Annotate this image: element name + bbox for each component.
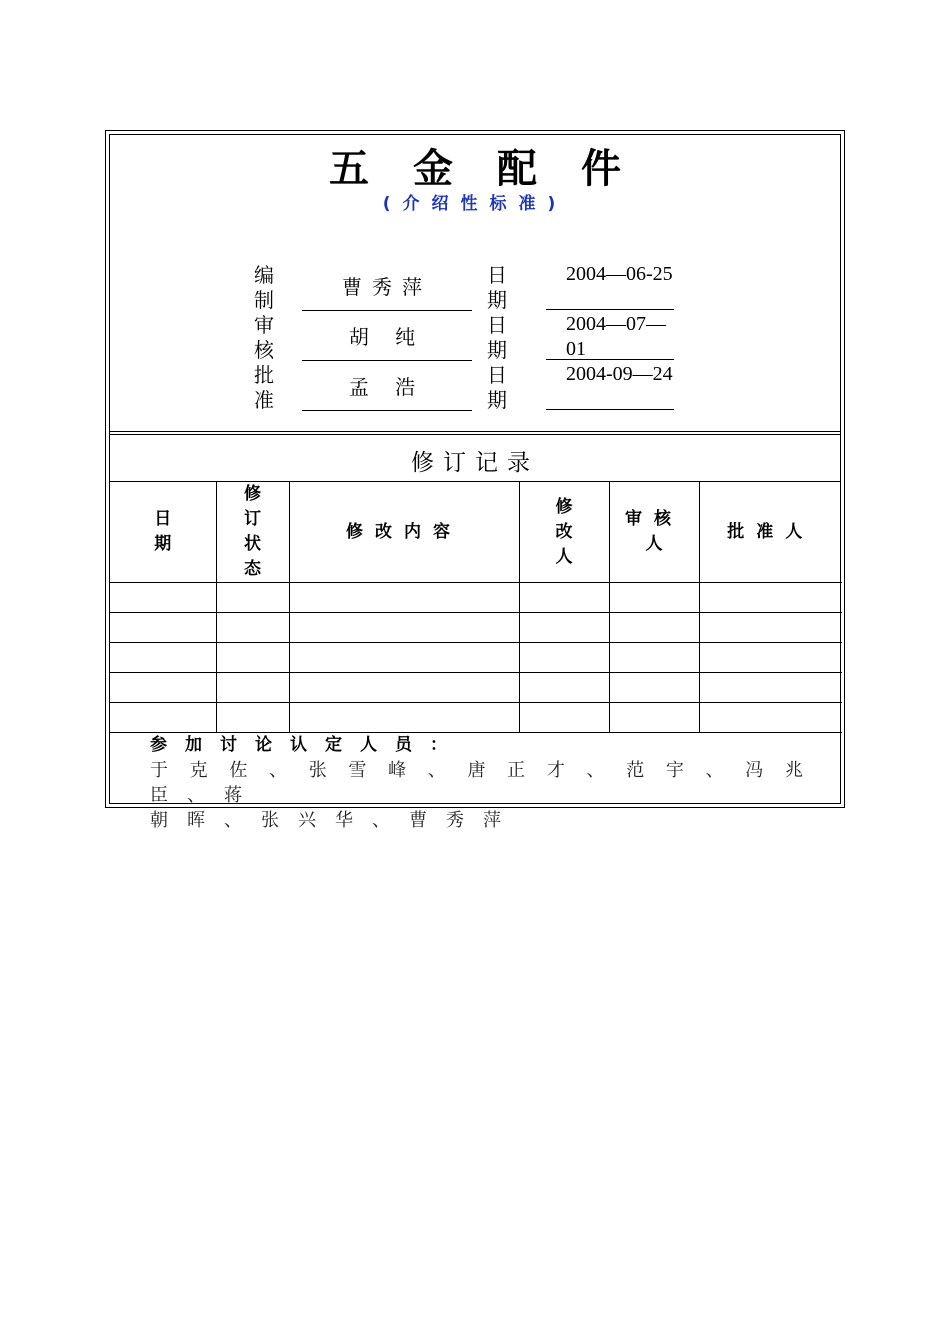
document-subtitle: (介绍性标准)	[382, 194, 568, 214]
approval-date: 2004—07—01	[546, 312, 674, 360]
participants-label: 参加讨论认定人员：	[150, 735, 465, 755]
approval-row-review	[246, 311, 686, 361]
document-title	[110, 139, 840, 191]
header-date: 日 期	[110, 482, 216, 583]
document-frame	[105, 130, 845, 831]
title-char: 金	[413, 145, 453, 192]
document-inner-frame	[109, 134, 841, 831]
participants-block	[150, 733, 822, 833]
approval-row-compile	[246, 261, 686, 311]
title-char: 配	[497, 145, 537, 192]
participants-names-line1: 于克佐、张雪峰、唐正才、范宇、冯兆臣、蒋	[150, 760, 822, 806]
approval-name: 孟 浩	[302, 361, 472, 411]
approval-label: 编 制	[254, 263, 274, 312]
section-divider	[110, 434, 840, 435]
approval-name: 胡 纯	[302, 311, 472, 361]
title-char: 五	[329, 145, 369, 192]
header-approver: 批准人	[699, 482, 842, 583]
participants-names-line2: 朝晖、张兴华、曹秀萍	[150, 810, 520, 831]
approval-label: 审 核	[254, 313, 274, 362]
revision-table	[110, 482, 842, 733]
approval-date: 2004—06-25	[546, 262, 674, 310]
approval-date-label: 日 期	[487, 263, 507, 312]
title-char: 件	[581, 145, 621, 192]
table-row	[110, 583, 842, 613]
table-row	[110, 613, 842, 643]
header-reviewer: 审核 人	[609, 482, 699, 583]
revision-record-title: 修订记录	[411, 449, 539, 476]
table-row	[110, 673, 842, 703]
header-content: 修改内容	[289, 482, 519, 583]
header-revision-status: 修 订 状 态	[216, 482, 289, 583]
approval-row-approve	[246, 361, 686, 411]
approval-date-label: 日 期	[487, 363, 507, 412]
section-divider	[110, 431, 840, 432]
approval-label: 批 准	[254, 363, 274, 412]
approval-block	[246, 261, 686, 415]
approval-date: 2004-09—24	[546, 362, 674, 410]
header-modifier: 修 改 人	[519, 482, 609, 583]
table-row	[110, 703, 842, 733]
table-row	[110, 643, 842, 673]
revision-header-row	[110, 482, 842, 583]
approval-date-label: 日 期	[487, 313, 507, 362]
approval-name: 曹秀萍	[302, 261, 472, 311]
